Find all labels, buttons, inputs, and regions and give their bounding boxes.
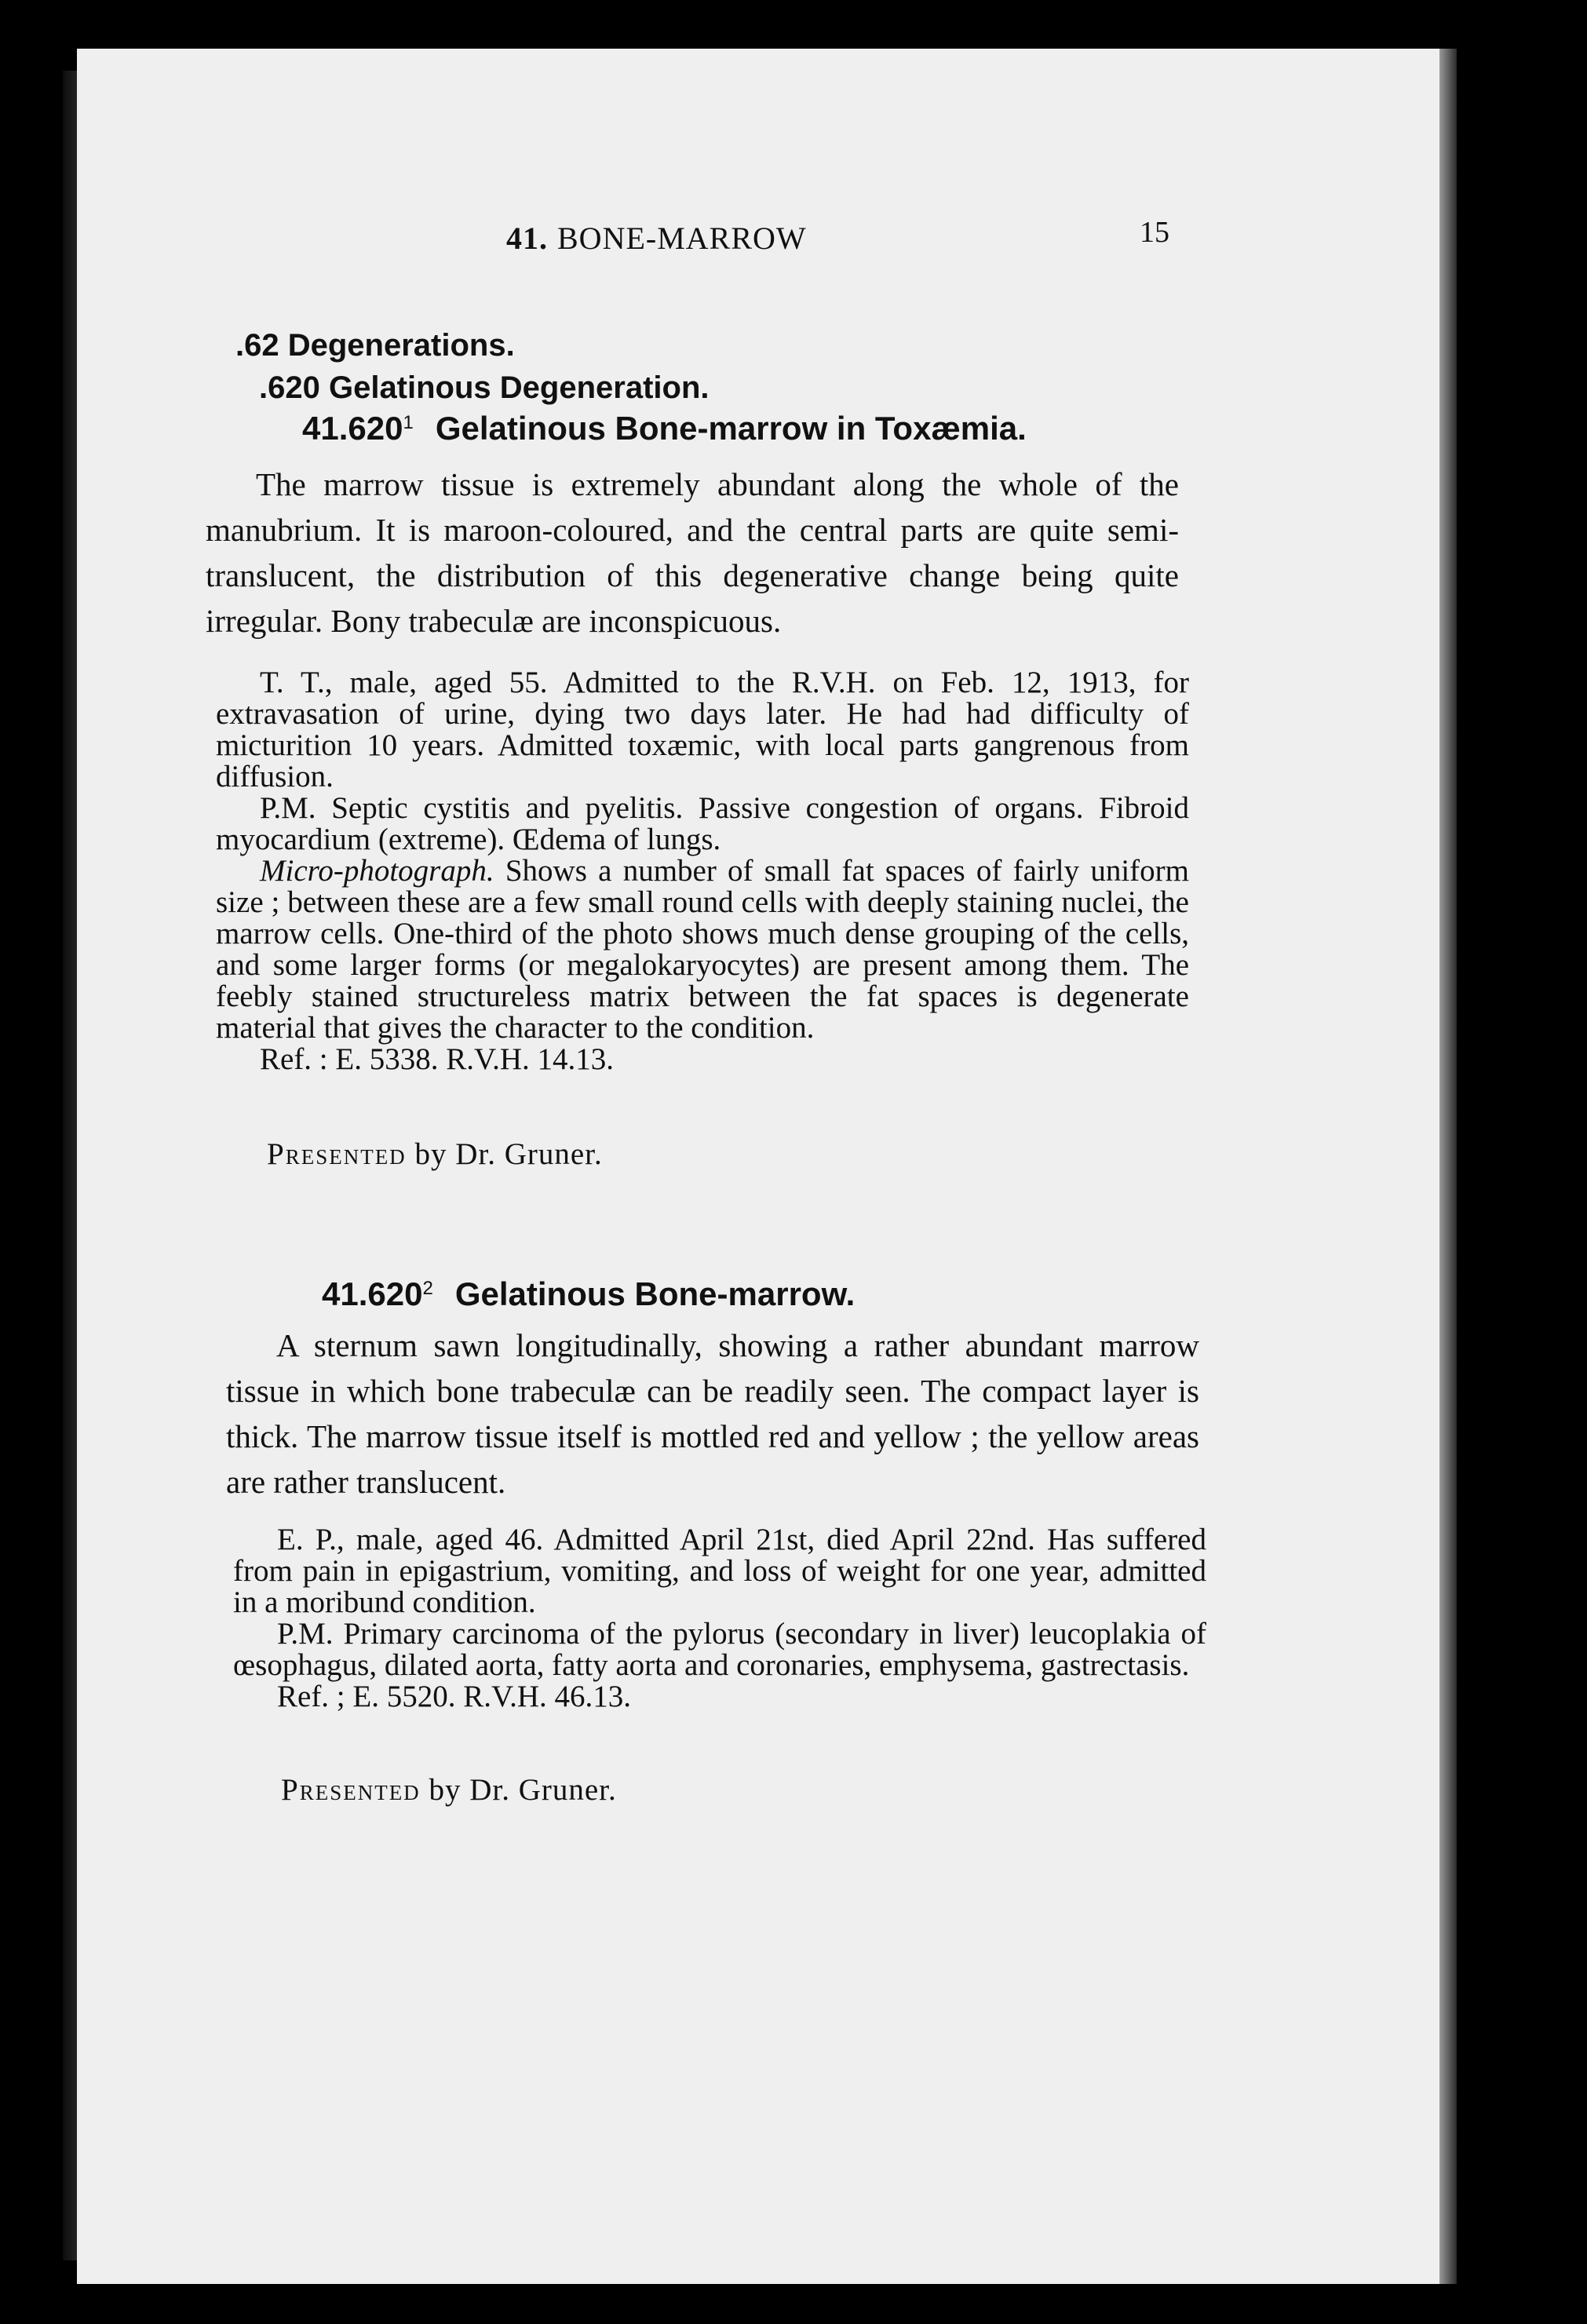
page-number: 15 <box>1140 216 1169 249</box>
entry2-description: A sternum sawn longitudinally, showing a rather abundant marrow tissue in which bone trabeculæ can be readily seen. The compact layer is thick. The marrow tissue itself is mottled red and yellow ; the yellow areas are rather translucent. <box>226 1327 1199 1500</box>
entry1-notes <box>216 667 1189 1075</box>
entry1-description: The marrow tissue is extremely abundant along the whole of the manubrium. It is maroon-coloured, and the central parts are quite semi-translucent, the distribution of this degenerative change being quite irregular. Bony trabeculæ are inconspicuous. <box>206 466 1179 639</box>
entry1-superscript: 1 <box>403 412 414 433</box>
micro-photograph-label: Micro-photograph. <box>260 854 494 888</box>
entry2-notes <box>233 1524 1206 1713</box>
heading-gelatinous-degeneration: .620 Gelatinous Degeneration. <box>259 370 710 405</box>
entry2-post-mortem: P.M. Primary carcinoma of the pylorus (secondary in liver) leucoplakia of œsophagus, dilated aorta, fatty aorta and coronaries, emphysema, gastrectasis. <box>233 1617 1206 1682</box>
entry1-micro-photograph <box>216 856 1189 1044</box>
entry1-reference: Ref. : E. 5338. R.V.H. 14.13. <box>260 1042 615 1076</box>
entry2-history: E. P., male, aged 46. Admitted April 21st, died April 22nd. Has suffered from pain in epigastrium, vomiting, and loss of weight for one year, admitted in a moribund condition. <box>233 1523 1206 1619</box>
entry1-presented <box>267 1136 603 1172</box>
entry2-heading <box>322 1275 855 1313</box>
section-number: 41. <box>506 221 548 256</box>
entry1-presented-by: by Dr. Gruner. <box>406 1137 603 1171</box>
entry1-code: 41.620 <box>302 410 403 447</box>
section-title: BONE-MARROW <box>557 221 807 256</box>
entry2-superscript: 2 <box>422 1278 433 1299</box>
entry2-presented-label: Presented <box>281 1773 421 1807</box>
entry1-title: Gelatinous Bone-marrow in Toxæmia. <box>435 410 1027 447</box>
entry1-heading <box>302 410 1027 447</box>
entry1-post-mortem: P.M. Septic cystitis and pyelitis. Passive congestion of organs. Fibroid myocardium (extreme). Œdema of lungs. <box>216 791 1189 856</box>
entry2-code: 41.620 <box>322 1275 423 1312</box>
entry1-history: T. T., male, aged 55. Admitted to the R.V.H. on Feb. 12, 1913, for extravasation of urine, dying two days later. He had had difficulty of micturition 10 years. Admitted toxæmic, with local parts gangrenous from diffusion. <box>216 666 1189 794</box>
heading-degenerations: .62 Degenerations. <box>235 328 515 363</box>
entry2-title: Gelatinous Bone-marrow. <box>454 1275 856 1312</box>
entry2-reference: Ref. ; E. 5520. R.V.H. 46.13. <box>277 1680 632 1713</box>
entry1-presented-label: Presented <box>267 1137 407 1171</box>
entry2-presented <box>281 1772 617 1808</box>
running-head <box>506 220 807 257</box>
entry2-presented-by: by Dr. Gruner. <box>420 1773 617 1807</box>
page-edge-shadow <box>1439 49 1457 2284</box>
micro-photograph-text: Shows a number of small fat spaces of fairly uniform size ; between these are a few small round cells with deeply staining nuclei, the marrow cells. One-third of the photo shows much dense grouping of the cells, and some larger forms (or megalokaryocytes) are present among them. The feebly stained structureless matrix between the fat spaces is degenerate material that gives the character to the condition. <box>216 854 1189 1045</box>
